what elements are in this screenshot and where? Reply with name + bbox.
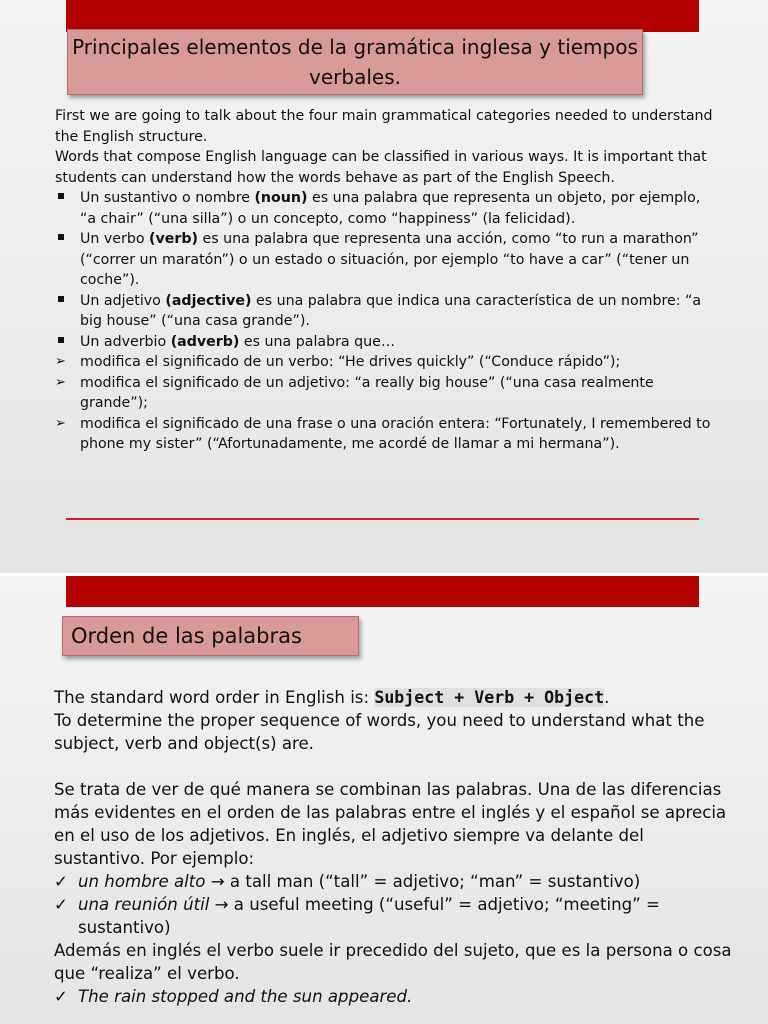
term-verb: (verb) <box>149 231 199 247</box>
list-item-adverb-use: ➢ modifica el significado de un adjetivo: “a really big house” (“una casa realmente grande”); <box>55 374 654 411</box>
example-item: ✓ The rain stopped and the sun appeared. <box>54 987 413 1006</box>
top-accent-bar <box>66 576 699 607</box>
category-list <box>55 188 715 455</box>
term-adjective: (adjective) <box>165 292 252 309</box>
slide-body <box>54 686 734 1008</box>
list-item-adverb: Un adverbio (adverb) es una palabra que… <box>55 332 715 353</box>
list-item-verb: Un verbo (verb) es una palabra que representa una acción, como “to run a marathon” (“correr un maratón”) o un estado o situación, por ejemplo “to have a car” (“tener un coche”). <box>55 229 715 291</box>
list-item-adjective: Un adjetivo (adjective) es una palabra que indica una característica de un nombre: “a big house” (“una casa grande”). <box>55 291 715 332</box>
check-icon: ✓ <box>54 987 68 1006</box>
divider-line <box>66 518 699 520</box>
check-icon: ✓ <box>54 895 68 914</box>
arrow-bullet-icon: ➢ <box>55 415 66 431</box>
slide-title: Orden de las palabras <box>62 616 359 656</box>
paragraph: To determine the proper sequence of words, you need to understand what the subject, verb and object(s) are. <box>54 711 705 753</box>
word-order-formula: Subject + Verb + Object <box>374 688 605 707</box>
square-bullet-icon <box>55 229 75 250</box>
arrow-bullet-icon: ➢ <box>55 354 66 369</box>
slide-body <box>55 106 715 455</box>
square-bullet-icon <box>55 188 75 209</box>
intro-paragraph: Words that compose English language can be classified in various ways. It is important that students can understand how the words behave as part of the English Speech. <box>55 149 707 186</box>
arrow-bullet-icon: ➢ <box>55 374 66 390</box>
list-item-adverb-use: ➢ modifica el significado de un verbo: “He drives quickly” (“Conduce rápido”); <box>55 352 715 373</box>
slide-title: Principales elementos de la gramática inglesa y tiempos verbales. <box>67 29 643 95</box>
term-noun: (noun) <box>254 190 308 206</box>
intro-paragraph: First we are going to talk about the four main grammatical categories needed to understand the English structure. <box>55 108 713 145</box>
square-bullet-icon <box>55 291 75 312</box>
word-order-paragraph: The standard word order in English is: Subject + Verb + Object. <box>54 688 610 707</box>
example-item: ✓ una reunión útil → a useful meeting (“useful” = adjetivo; “meeting” = sustantivo) <box>54 895 660 937</box>
term-adverb: (adverb) <box>170 333 240 350</box>
paragraph: Se trata de ver de qué manera se combinan las palabras. Una de las diferencias más evidentes en el orden de las palabras entre el inglés y el español se aprecia en el uso de los adjetivos. En inglés, el adjetivo siempre va delante del sustantivo. Por ejemplo: <box>54 780 727 868</box>
example-item: ✓ un hombre alto → a tall man (“tall” = adjetivo; “man” = sustantivo) <box>54 872 641 891</box>
list-item-noun: Un sustantivo o nombre (noun) es una palabra que representa un objeto, por ejemplo, “a chair” (“una silla”) o un concepto, como “happiness” (la felicidad). <box>55 188 715 229</box>
paragraph: Además en inglés el verbo suele ir precedido del sujeto, que es la persona o cosa que “realiza” el verbo. <box>54 941 732 983</box>
top-accent-bar <box>66 0 699 32</box>
example-list <box>54 985 734 1008</box>
example-list <box>54 870 734 939</box>
check-icon: ✓ <box>54 872 68 891</box>
list-item-adverb-use: ➢ modifica el significado de una frase o una oración entera: “Fortunately, I remembered to phone my sister” (“Afortunadamente, me acordé de llamar a mi hermana”). <box>55 415 711 452</box>
square-bullet-icon <box>55 332 75 353</box>
